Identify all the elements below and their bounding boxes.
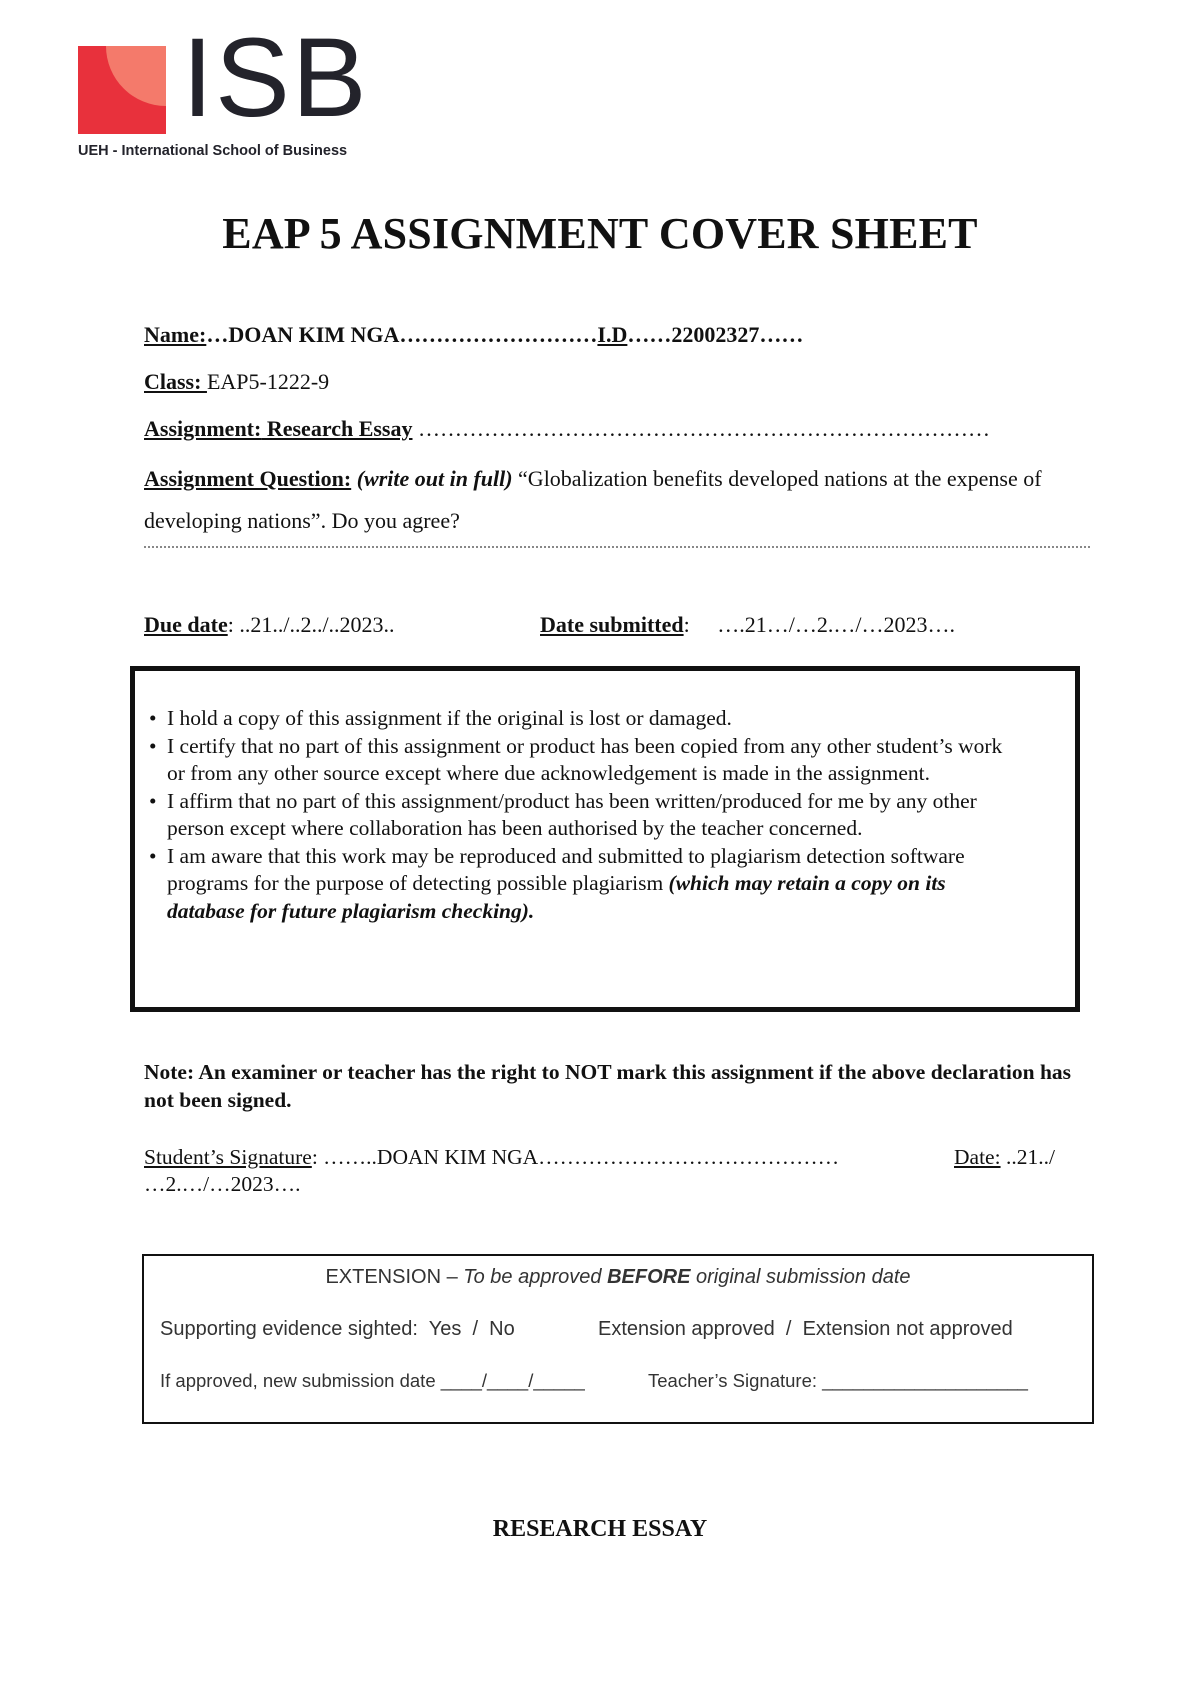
bullet-icon: • [149, 733, 157, 758]
declaration-item: • I affirm that no part of this assignment/product has been written/produced for me by any other person except where collaboration has been authorised by the teacher concerned. [149, 788, 977, 840]
bullet-icon: • [149, 706, 157, 730]
signature-date-cont: …2.…/…2023…. [144, 1172, 301, 1196]
class-value: EAP5-1222-9 [206, 369, 330, 394]
class-row [144, 369, 329, 395]
question-text: “Globalization benefits developed nations at the expense of developing nations”. Do you agree? [144, 466, 1042, 533]
name-label: Name: [144, 322, 207, 347]
section-title: RESEARCH ESSAY [492, 1516, 708, 1542]
declaration-list [149, 705, 1009, 925]
extension-approval: Extension approved / Extension not approved [598, 1318, 1013, 1340]
question-label: Assignment Question: [144, 466, 352, 491]
due-date-value: : ..21../..2../..2023.. [227, 612, 395, 637]
assignment-question [144, 458, 1084, 542]
logo-mark-icon [78, 46, 166, 134]
declaration-emphasis: (which may retain a copy on its database for future plagiarism checking). [167, 871, 946, 923]
bullet-icon: • [149, 788, 157, 813]
id-value: ……22002327…… [627, 322, 804, 347]
assignment-dots: …………………………………………………………………… [412, 416, 990, 441]
name-value: …DOAN KIM NGA……………………… [206, 322, 598, 347]
declaration-item: • I am aware that this work may be reproduced and submitted to plagiarism detection software programs for the purpose of detecting possible plagiarism (which may retain a copy on its database for future plagiarism checking). [149, 843, 965, 923]
assignment-row [144, 416, 990, 442]
logo-wordmark: ISB [182, 15, 369, 140]
date-submitted-label: Date submitted [540, 612, 684, 637]
extension-title: EXTENSION – To be approved BEFORE original submission date [325, 1266, 911, 1288]
dotted-divider [144, 546, 1090, 548]
name-row [144, 322, 803, 348]
due-date-row [144, 612, 395, 638]
declaration-item: • I certify that no part of this assignment or product has been copied from any other student’s work or from any other source except where due acknowledgement is made in the assignment. [149, 733, 1003, 785]
date-submitted-value: : ….21…/…2.…/…2023…. [683, 612, 955, 637]
evidence-sighted: Supporting evidence sighted: Yes / No [160, 1318, 515, 1340]
id-label: I.D [597, 322, 628, 347]
bullet-icon: • [149, 843, 157, 868]
teacher-signature: Teacher’s Signature: ____________________ [648, 1370, 1028, 1391]
signature-label: Student’s Signature [144, 1145, 312, 1169]
declaration-box [130, 666, 1080, 1012]
date-submitted-row [540, 612, 955, 638]
assignment-value: Research Essay [261, 416, 413, 441]
signature-date-label: Date: [954, 1145, 1001, 1169]
logo-subtitle: UEH - International School of Business [78, 143, 348, 159]
page-title: EAP 5 ASSIGNMENT COVER SHEET [222, 209, 978, 258]
new-submission-date: If approved, new submission date ____/____/_____ [160, 1370, 585, 1391]
note-text: Note: An examiner or teacher has the right to NOT mark this assignment if the above declaration has not been signed. [144, 1060, 1072, 1112]
declaration-item: • I hold a copy of this assignment if the original is lost or damaged. [149, 705, 1009, 733]
student-signature-row [144, 1144, 1104, 1198]
class-label: Class: [144, 369, 207, 394]
isb-logo [78, 15, 369, 164]
due-date-label: Due date [144, 612, 228, 637]
assignment-label: Assignment: [144, 416, 262, 441]
signature-date-value: ..21../ [1000, 1145, 1055, 1169]
extension-box [142, 1254, 1094, 1424]
signature-value: : ……..DOAN KIM NGA…………………………………… [311, 1145, 840, 1169]
question-hint: (write out in full) [351, 466, 513, 491]
